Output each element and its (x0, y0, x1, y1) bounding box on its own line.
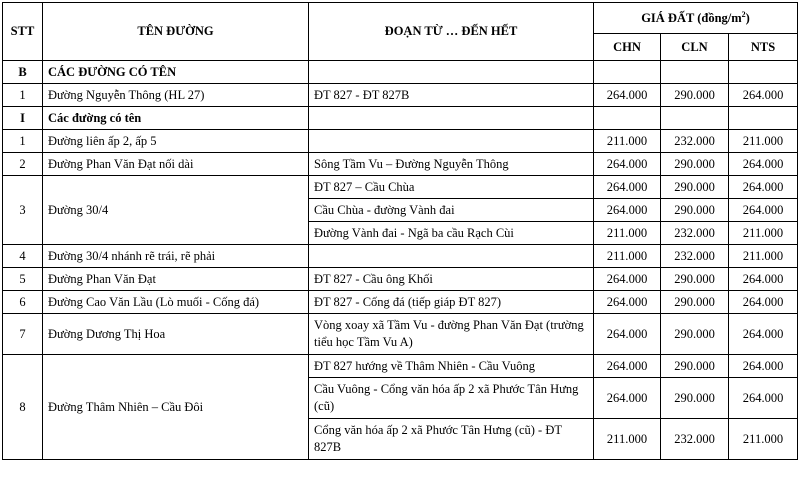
row-street-name: Đường Nguyễn Thông (HL 27) (43, 84, 309, 107)
row-chn: 264.000 (594, 199, 661, 222)
row-chn: 264.000 (594, 176, 661, 199)
row-nts: 264.000 (729, 268, 798, 291)
row-nts: 264.000 (729, 291, 798, 314)
row-segment: ĐT 827 hướng về Thâm Nhiên - Cầu Vuông (309, 355, 594, 378)
row-stt: 7 (3, 314, 43, 355)
row-street-name: Đường Dương Thị Hoa (43, 314, 309, 355)
row-cln: 290.000 (661, 84, 729, 107)
row-cln: 290.000 (661, 268, 729, 291)
row-chn: 264.000 (594, 84, 661, 107)
row-chn: 264.000 (594, 378, 661, 419)
header-land-price-label: GIÁ ĐẤT (đồng/m (641, 10, 742, 25)
row-chn: 264.000 (594, 153, 661, 176)
row-street-name: Đường Phan Văn Đạt nối dài (43, 153, 309, 176)
row-street-name: Đường Phan Văn Đạt (43, 268, 309, 291)
row-stt: I (3, 107, 43, 130)
row-cln: 290.000 (661, 378, 729, 419)
table-row (3, 107, 798, 130)
table-row (3, 291, 798, 314)
row-street-name: Đường liên ấp 2, ấp 5 (43, 130, 309, 153)
header-cln: CLN (661, 34, 729, 61)
header-stt: STT (3, 3, 43, 61)
header-land-price-superscript: 2 (741, 9, 746, 19)
row-cln (661, 61, 729, 84)
row-nts: 211.000 (729, 245, 798, 268)
row-nts: 264.000 (729, 84, 798, 107)
header-chn: CHN (594, 34, 661, 61)
row-stt: 1 (3, 130, 43, 153)
row-segment: Vòng xoay xã Tầm Vu - đường Phan Văn Đạt (trường tiểu học Tầm Vu A) (309, 314, 594, 355)
row-cln: 232.000 (661, 419, 729, 460)
header-nts: NTS (729, 34, 798, 61)
row-nts: 264.000 (729, 355, 798, 378)
row-chn: 264.000 (594, 355, 661, 378)
row-stt: 3 (3, 176, 43, 245)
row-street-name: CÁC ĐƯỜNG CÓ TÊN (43, 61, 309, 84)
row-chn: 211.000 (594, 130, 661, 153)
row-segment: Cầu Vuông - Cổng văn hóa ấp 2 xã Phước Tân Hưng (cũ) (309, 378, 594, 419)
row-cln: 232.000 (661, 222, 729, 245)
table-row (3, 153, 798, 176)
row-street-name: Đường Cao Văn Lầu (Lò muối - Cống đá) (43, 291, 309, 314)
header-land-price (594, 3, 798, 34)
table-row (3, 245, 798, 268)
row-segment: Cầu Chùa - đường Vành đai (309, 199, 594, 222)
row-nts: 211.000 (729, 222, 798, 245)
row-segment: ĐT 827 – Cầu Chùa (309, 176, 594, 199)
row-segment (309, 245, 594, 268)
row-stt: 1 (3, 84, 43, 107)
row-stt: 4 (3, 245, 43, 268)
row-cln: 232.000 (661, 245, 729, 268)
row-nts: 264.000 (729, 153, 798, 176)
table-row (3, 355, 798, 378)
table-row (3, 61, 798, 84)
row-stt: 5 (3, 268, 43, 291)
row-segment: ĐT 827 - ĐT 827B (309, 84, 594, 107)
row-segment: ĐT 827 - Cống đá (tiếp giáp ĐT 827) (309, 291, 594, 314)
row-chn: 211.000 (594, 222, 661, 245)
table-row (3, 84, 798, 107)
row-nts: 211.000 (729, 130, 798, 153)
row-nts (729, 61, 798, 84)
header-land-price-close: ) (745, 10, 750, 25)
row-street-name: Đường 30/4 (43, 176, 309, 245)
row-chn (594, 107, 661, 130)
row-stt: B (3, 61, 43, 84)
table-row (3, 268, 798, 291)
row-nts: 264.000 (729, 199, 798, 222)
row-stt: 2 (3, 153, 43, 176)
row-cln: 290.000 (661, 153, 729, 176)
row-nts: 264.000 (729, 378, 798, 419)
row-nts: 211.000 (729, 419, 798, 460)
row-chn: 211.000 (594, 245, 661, 268)
header-street-name: TÊN ĐƯỜNG (43, 3, 309, 61)
row-cln: 290.000 (661, 314, 729, 355)
row-cln: 232.000 (661, 130, 729, 153)
row-segment (309, 130, 594, 153)
row-street-name: Các đường có tên (43, 107, 309, 130)
row-segment: Cổng văn hóa ấp 2 xã Phước Tân Hưng (cũ) - ĐT 827B (309, 419, 594, 460)
header-segment: ĐOẠN TỪ … ĐẾN HẾT (309, 3, 594, 61)
row-cln: 290.000 (661, 291, 729, 314)
row-cln (661, 107, 729, 130)
row-cln: 290.000 (661, 199, 729, 222)
table-row (3, 314, 798, 355)
row-cln: 290.000 (661, 176, 729, 199)
row-segment (309, 61, 594, 84)
table-row (3, 176, 798, 199)
row-nts (729, 107, 798, 130)
row-chn: 264.000 (594, 314, 661, 355)
row-chn (594, 61, 661, 84)
row-street-name: Đường Thâm Nhiên – Cầu Đôi (43, 355, 309, 460)
row-stt: 6 (3, 291, 43, 314)
land-price-table (2, 2, 798, 460)
row-nts: 264.000 (729, 314, 798, 355)
row-cln: 290.000 (661, 355, 729, 378)
row-segment: Đường Vành đai - Ngã ba cầu Rạch Cùi (309, 222, 594, 245)
row-segment: Sông Tầm Vu – Đường Nguyễn Thông (309, 153, 594, 176)
row-chn: 264.000 (594, 268, 661, 291)
row-segment: ĐT 827 - Cầu ông Khối (309, 268, 594, 291)
row-street-name: Đường 30/4 nhánh rẽ trái, rẽ phải (43, 245, 309, 268)
row-chn: 211.000 (594, 419, 661, 460)
row-segment (309, 107, 594, 130)
row-nts: 264.000 (729, 176, 798, 199)
row-chn: 264.000 (594, 291, 661, 314)
table-row (3, 130, 798, 153)
row-stt: 8 (3, 355, 43, 460)
